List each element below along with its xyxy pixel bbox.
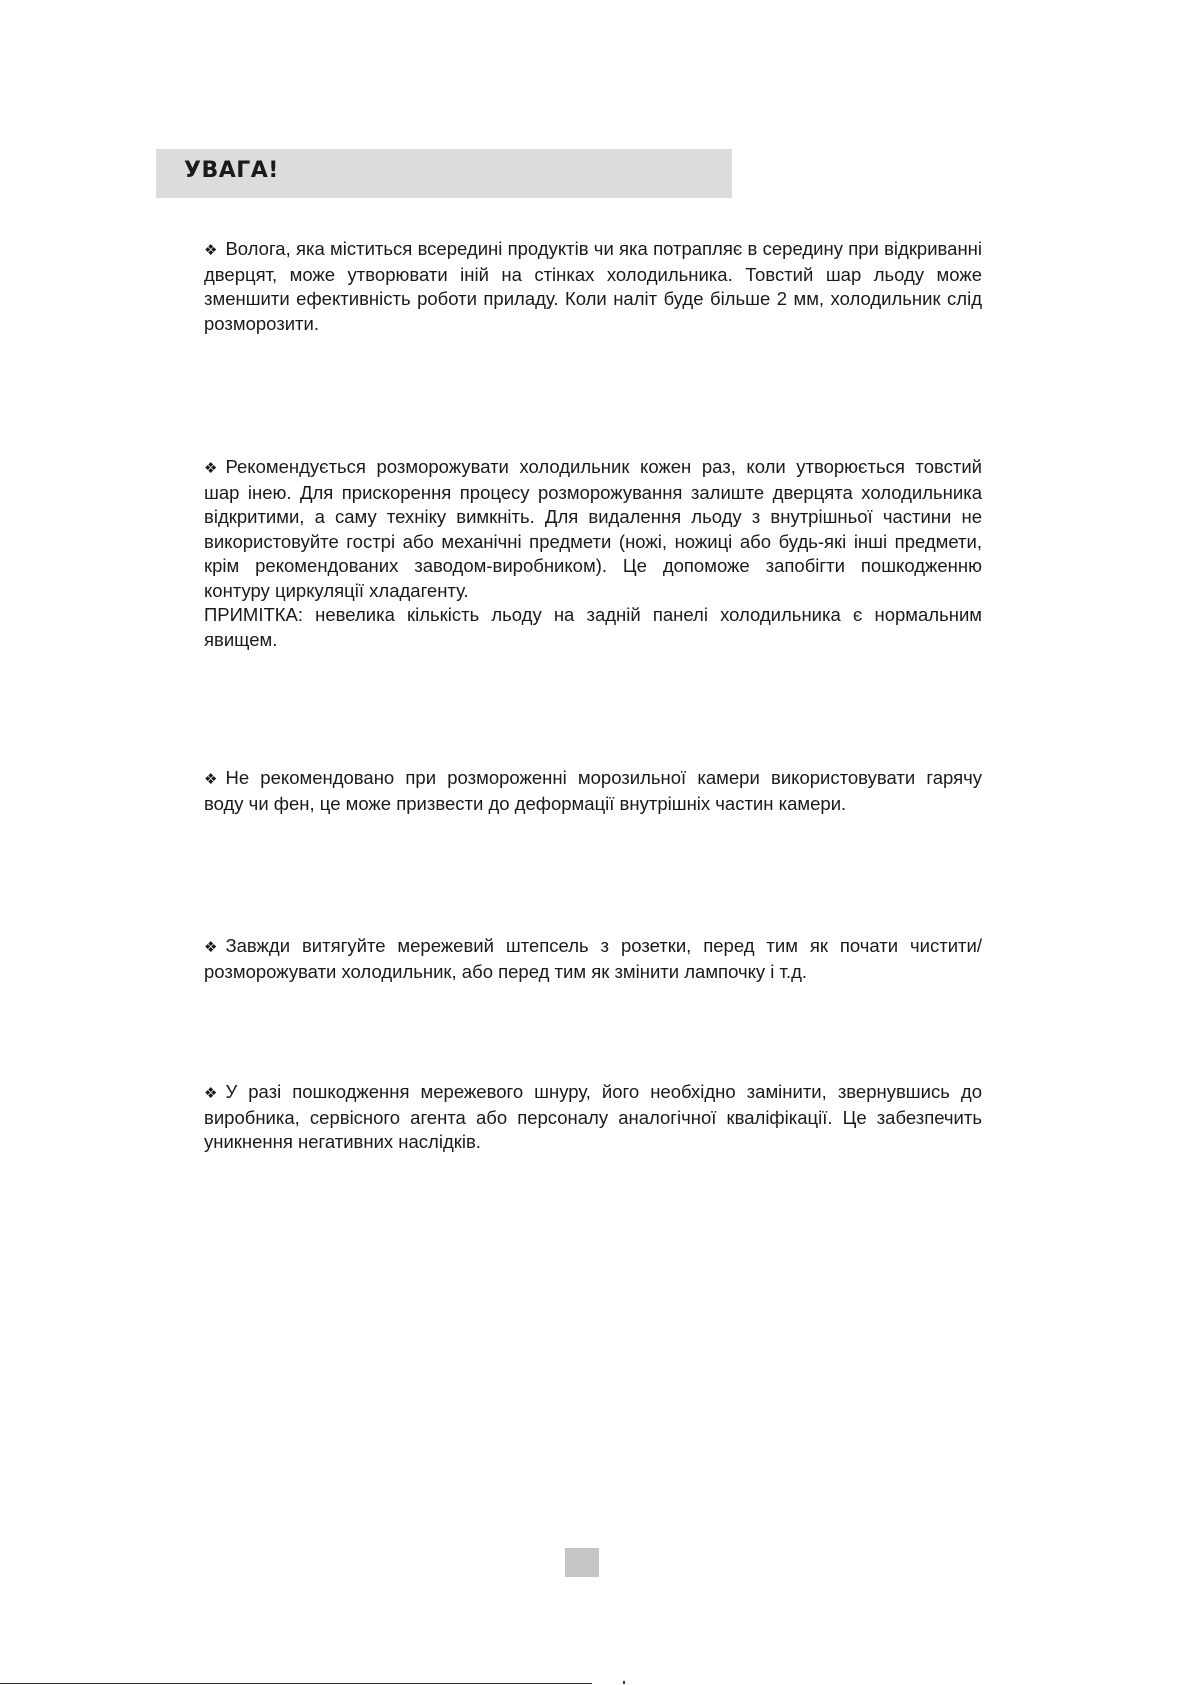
bullet-icon: ❖ xyxy=(204,459,218,477)
paragraph-no-hot-water xyxy=(204,766,982,816)
footer-rule xyxy=(0,1683,592,1684)
bullet-icon: ❖ xyxy=(204,241,218,259)
paragraph-cord-damage xyxy=(204,1080,982,1155)
page-number-box xyxy=(565,1548,599,1577)
paragraph-text: Не рекомендовано при розмороженні морозильної камери використовувати гарячу воду чи фен, це може призвести до деформації внутрішніх частин камери. xyxy=(204,767,982,814)
paragraph-unplug xyxy=(204,934,982,984)
page-title: УВАГА! xyxy=(184,158,279,183)
paragraph-defrost xyxy=(204,455,982,652)
paragraph-text: Рекомендується розморожувати холодильник кожен раз, коли утворюється товстий шар інею. Для прискорення процесу розморожування залиште дверцята холодильника відкритими, а саму техніку вимкніть. Для видалення льоду з внутрішньої частини не використовуйте гострі або механічні предмети (ножі, ножиці або будь-які інші предмети, крім рекомендованих заводом-виробником). Це допоможе запобігти пошкодженню контуру циркуляції хладагенту. xyxy=(204,456,982,601)
footer-tick xyxy=(623,1681,625,1684)
paragraph-text: Завжди витягуйте мережевий штепсель з розетки, перед тим як почати чистити/розморожувати холодильник, або перед тим як змінити лампочку і т.д. xyxy=(204,935,982,982)
bullet-icon: ❖ xyxy=(204,770,218,788)
bullet-icon: ❖ xyxy=(204,1084,218,1102)
bullet-icon: ❖ xyxy=(204,938,218,956)
paragraph-frost xyxy=(204,237,982,336)
warning-header xyxy=(156,149,732,198)
paragraph-text: Волога, яка міститься всередині продуктів чи яка потрапляє в середину при відкриванні дверцят, може утворювати іній на стінках холодильника. Товстий шар льоду може зменшити ефективність роботи приладу. Коли наліт буде більше 2 мм, холодильник слід розморозити. xyxy=(204,238,982,334)
paragraph-text: У разі пошкодження мережевого шнуру, його необхідно замінити, звернувшись до виробника, сервісного агента або персоналу аналогічної кваліфікації. Це забезпечить уникнення негативних наслідків. xyxy=(204,1081,982,1152)
note-text: ПРИМІТКА: невелика кількість льоду на задній панелі холодильника є нормальним явищем. xyxy=(204,604,982,650)
